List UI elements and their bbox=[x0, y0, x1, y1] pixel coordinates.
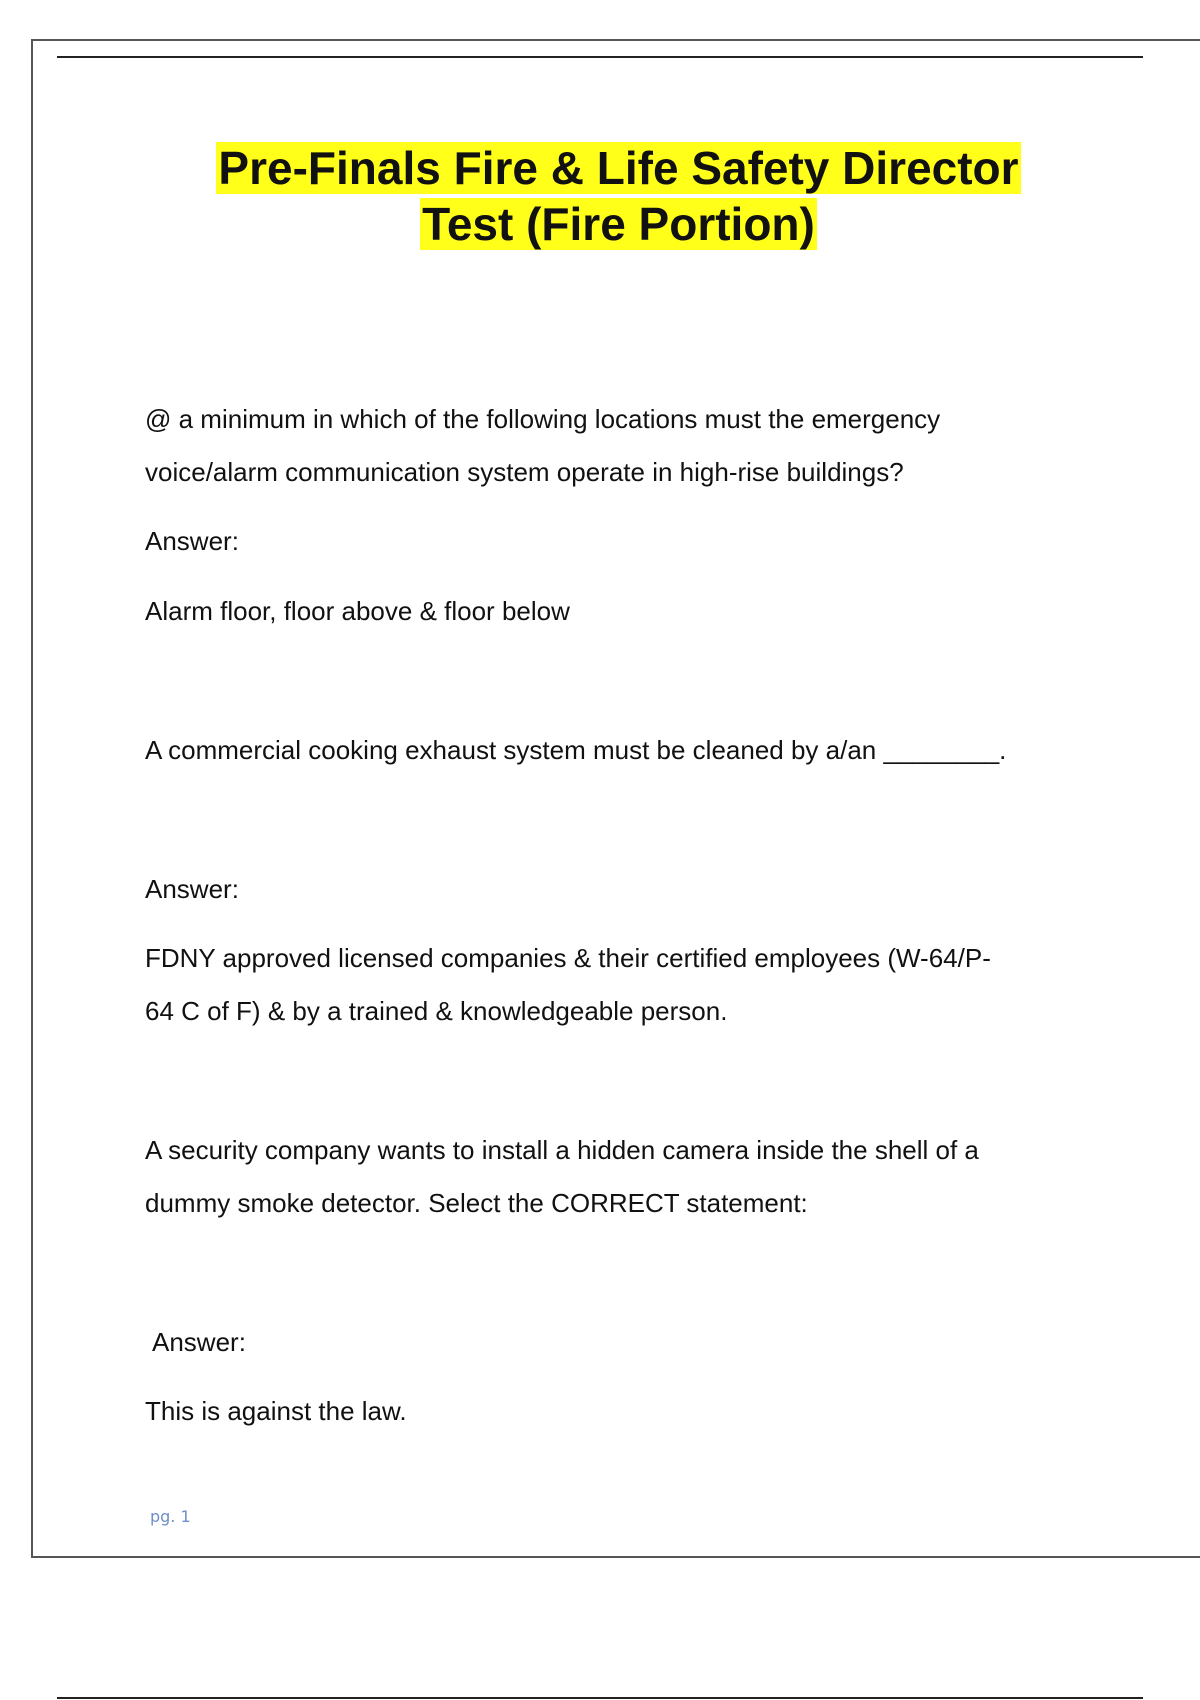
question-3-line-2: dummy smoke detector. Select the CORRECT statement: bbox=[145, 1188, 808, 1218]
footer-rule bbox=[57, 1697, 1143, 1699]
answer-3-text: This is against the law. bbox=[145, 1396, 407, 1426]
document-title bbox=[100, 140, 1137, 252]
question-1-line-2: voice/alarm communication system operate in high-rise buildings? bbox=[145, 457, 904, 487]
question-1-line-1: @ a minimum in which of the following locations must the emergency bbox=[145, 404, 941, 434]
question-3-line-1: A security company wants to install a hidden camera inside the shell of a bbox=[145, 1135, 979, 1165]
question-2-text: A commercial cooking exhaust system must be cleaned by a/an ________. bbox=[145, 735, 1007, 765]
answer-2-line-1: FDNY approved licensed companies & their certified employees (W-64/P- bbox=[145, 943, 991, 973]
answer-1-text: Alarm floor, floor above & floor below bbox=[145, 596, 570, 626]
answer-2-line-2: 64 C of F) & by a trained & knowledgeable person. bbox=[145, 996, 728, 1026]
header-rule bbox=[57, 56, 1143, 58]
answer-1-label: Answer: bbox=[145, 526, 239, 556]
title-line-2: Test (Fire Portion) bbox=[422, 198, 815, 250]
page-number: pg. 1 bbox=[150, 1507, 191, 1526]
title-line-1: Pre-Finals Fire & Life Safety Director bbox=[218, 142, 1019, 194]
answer-3-label: Answer: bbox=[152, 1327, 246, 1357]
answer-2-label: Answer: bbox=[145, 874, 239, 904]
